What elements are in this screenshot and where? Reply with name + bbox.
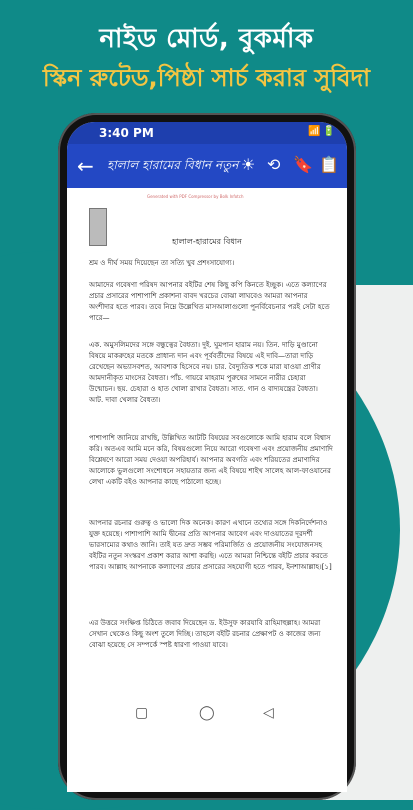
back-arrow-icon[interactable]: ← [77,154,94,178]
paragraph: আপনার রচনার গুরুত্ব ও ভালো দিক অনেক। কারণ এখানে তথ্যের সঙ্গে দিকনির্দেশনাও যুক্ত হয়েছে। পাশাপাশি আমি দ্বীনের প্রতি আপনার আবেগ এবং দাওয়াতের দূরদর্শী ভারসাম্যের কথাও জানি। তাই যত দ্রুত সম্ভব পরিমার্জিত ও প্রয়োজনীয় সংযোজনসহ বইটির নতুন সংস্করণ প্রকাশ করার আশা করছি। এতে আমরা নিশ্চিন্তে বইটি প্রচার করতে পারব। আল্লাহ আপনাকে কল্যাণের প্রচার প্রসারের সহযোগী হতে পারব, ইনশাআল্লাহ।[১] [89,519,332,571]
page-search-icon[interactable]: 📋 [319,155,339,174]
app-title: হালাল হারামের বিধান নতুন [107,158,239,172]
paragraph: শ্রম ও দীর্ঘ সময় দিয়েছেন তা সত্যি খুব প্রশংসাযোগ্য। [89,259,235,267]
app-bar [67,144,347,188]
paragraph: আমাদের গবেষণা পরিষদ আপনার বইটির শেষ কিছু কপি কিনতে ইচ্ছুক। এতে কল্যাণের প্রচার প্রসারের পাশাপাশি প্রকাশনা বাবদ খরচের বোঝা লাঘবেও আমরা আপনার অংশীদার হতে পারব। তবে নিম্নে উল্লেখিত মাসআলাগুলো পুনর্বিবেচনার পরই সেটা হতে পারে— [89,281,330,322]
bookmark-icon[interactable]: 🔖 [293,155,313,174]
android-nav-bar [67,697,347,737]
headline-features-2: স্কিন রুটেড,পিষ্ঠা সার্চ করার সুবিদা [42,64,371,92]
signal-battery-icon: 📶🔋 [308,126,337,137]
home-icon[interactable]: ◯ [199,705,215,721]
status-time: 3:40 PM [99,126,154,140]
document-title: হালাল-হারামের বিধান [172,237,242,246]
paragraph: এক. অমুসলিমদের সঙ্গে বন্ধুত্বের বৈধতা। দুই. ঘুমপান হারাম নয়। তিন. দাড়ি মুণ্ডানো বিষয়ে মাকরুহের মতকে প্রাধান্য দান এবং পূর্ববর্তীদের বিষয়ে এই দাবি—তারা দাড়ি রেখেছেন অভ্যাসবশত, আবশ্যক হিসেবে নয়। চার. বৈদ্যুতিক শকে মারা যাওয়া প্রাণীর আমদানীকৃত মাংসের বৈধতা। পাঁচ. গায়রে মাহরাম পুরুষের সামনে নারীর চেহারা উন্মোচন। ছয়. চেহারা ও হাত খোলা রাখার বৈধতা। সাত. গান ও বাদ্যযন্ত্রের বৈধতা। আট. দাবা খেলার বৈধতা। [89,341,321,404]
pdf-watermark: Generated with PDF Compressor by Bolk Infotch [147,194,244,199]
paragraph: এর উত্তরে সংক্ষিপ্ত চিঠিতে জবাব দিয়েছেন ড. ইউসুফ কারযাবি রাহিমাহুল্লাহ। আমরা সেখান থেকেও কিছু অংশ তুলে দিচ্ছি। তাহলে বইটি রচনার প্রেক্ষাপট ও কাজের জন্য বোঝা হয়েছে সে সম্পর্কে স্পষ্ট ধারণা পাওয়া যাবে। [89,619,321,649]
headline-features: নাইড মোর্ড, বুকর্মাক [99,24,314,54]
night-mode-icon[interactable]: ☀ [241,155,256,174]
status-bar [67,122,347,144]
paragraph: পাশাপাশি জানিয়ে রাখছি, উল্লিখিত আটটি বিষয়ের সবগুলোকে আমি হারাম বলে বিশ্বাস করি। অতএব আমি মনে করি, বিষয়গুলো নিয়ে আরো গবেষণা এবং প্রয়োজনীয় প্রমাণাদি বিশ্লেষণে আরো সময় দেওয়া অপরিহার্য। আপনার অবগতি এবং শরিয়তের প্রমাণাদির আলোকে ভুলগুলো সংশোধনে সহায়তার জন্য এই বিষয়ে শাইখ সালেহ আল-ফাওযানের লেখা একটি বইও আপনার কাছে পাঠালো হচ্ছে। [89,434,333,486]
back-nav-icon[interactable]: ◁ [263,705,274,721]
rotate-screen-icon[interactable]: ⟲ [267,155,281,174]
phone-screen [67,122,347,792]
recent-apps-icon[interactable]: ▢ [135,705,149,721]
document-page[interactable] [67,188,347,728]
